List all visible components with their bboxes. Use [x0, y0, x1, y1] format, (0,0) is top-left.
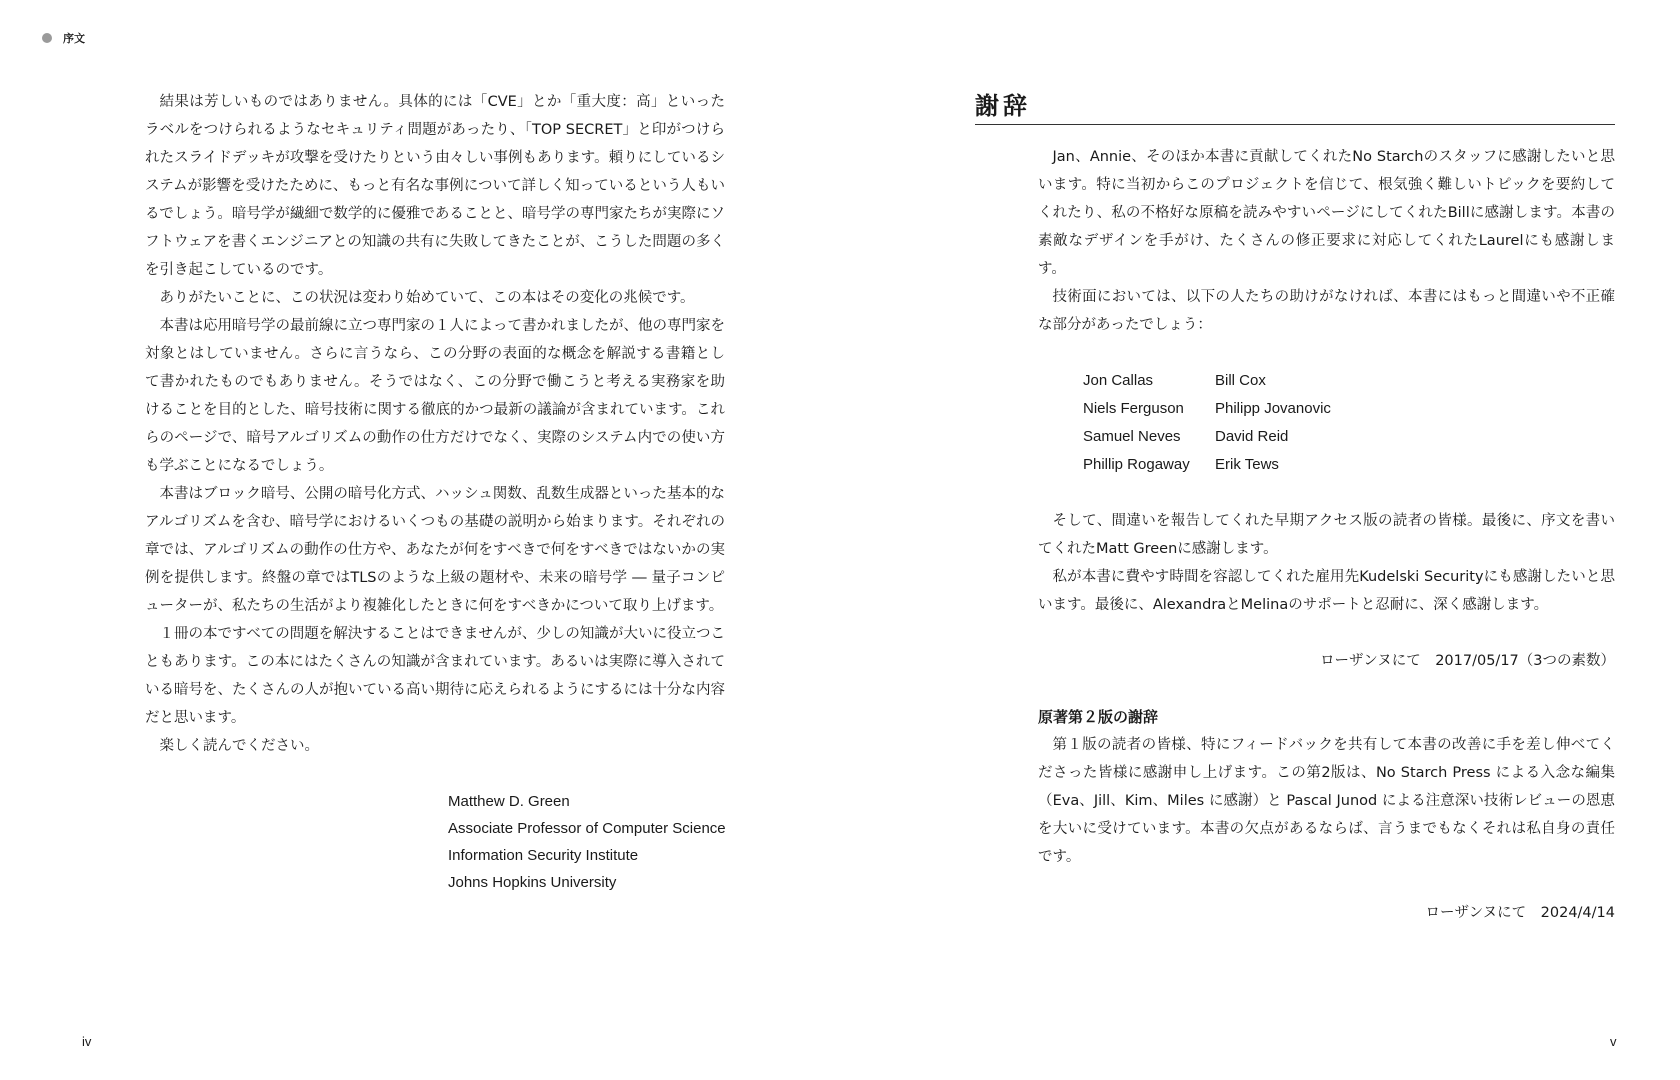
reviewer-name: David Reid: [1215, 428, 1289, 445]
foreword-paragraph-4: 本書はブロック暗号、公開の暗号化方式、ハッシュ関数、乱数生成器といった基本的なアルゴリズムを含む、暗号学におけるいくつもの基礎の説明から始まります。それぞれの章では、アルゴリズムの動作の仕方や、あなたが何をすべきで何をすべきではないかの実例を提供します。終盤の章ではTLSのような上級の題材や、未来の暗号学 ― 量子コンピューターが、私たちの生活がより複雑化したときに何をすべきかについて取り上げます。: [145, 486, 725, 614]
second-edition-subheading: 原著第２版の謝辞: [1038, 708, 1159, 726]
right-page: [1038, 143, 1615, 927]
reviewer-name: Samuel Neves: [1083, 428, 1181, 445]
reviewer-name: Jon Callas: [1083, 372, 1154, 389]
reviewer-name: Niels Ferguson: [1083, 400, 1184, 417]
reviewer-name: Bill Cox: [1215, 372, 1266, 389]
page-number-left: iv: [82, 1034, 92, 1049]
bullet-dot-icon: [42, 33, 52, 43]
foreword-paragraph-3: 本書は応用暗号学の最前線に立つ専門家の１人によって書かれましたが、他の専門家を対象とはしていません。さらに言うなら、この分野の表面的な概念を解説する書籍として書かれたものでもありません。そうではなく、この分野で働こうと考える実務家を助けることを目的とした、暗号技術に関する徹底的かつ最新の議論が含まれています。これらのページで、暗号アルゴリズムの動作の仕方だけでなく、実際のシステム内での使い方も学ぶことになるでしょう。: [145, 318, 725, 474]
ack-paragraph-4: 私が本書に費やす時間を容認してくれた雇用先Kudelski Securityにも感謝したいと思います。最後に、AlexandraとMelinaのサポートと忍耐に、深く感謝します。: [1038, 569, 1615, 613]
running-header: [42, 30, 85, 46]
foreword-paragraph-1: 結果は芳しいものではありません。具体的には「CVE」とか「重大度：高」といったラベルをつけられるようなセキュリティ問題があったり、「TOP SECRET」と印がつけられたスライドデッキが攻撃を受けたりという由々しい事例もあります。頼りにしているシステムが影響を受けたために、もっと有名な事例について詳しく知っているという人もいるでしょう。暗号学が繊細で数学的に優雅であることと、暗号学の専門家たちが実際にソフトウェアを書くエンジニアとの知識の共有に失敗してきたことが、こうした問題の多くを引き起こしているのです。: [145, 94, 725, 278]
reviewer-name: Philipp Jovanovic: [1215, 400, 1331, 417]
reviewer-list: [1083, 367, 1615, 479]
second-edition-paragraph: 第１版の読者の皆様、特にフィードバックを共有して本書の改善に手を差し伸べてくださった皆様に感謝申し上げます。この第2版は、No Starch Press による入念な編集（Eva、Jill、Kim、Miles に感謝）と Pascal Junod による注意深い技術レビューの恩恵を大いに受けています。本書の欠点があるならば、言うまでもなくそれは私自身の責任です。: [1038, 737, 1615, 865]
signature-title: Associate Professor of Computer Science: [448, 820, 726, 837]
acknowledgments-title: 謝辞: [975, 86, 1615, 125]
ack-paragraph-1: Jan、Annie、そのほか本書に貢献してくれたNo Starchのスタッフに感謝したいと思います。特に当初からこのプロジェクトを信じて、根気強く難しいトピックを要約してくれたり、私の不格好な原稿を読みやすいページにしてくれたBillに感謝します。本書の素敵なデザインを手がけ、たくさんの修正要求に対応してくれたLaurelにも感謝します。: [1038, 149, 1615, 277]
foreword-signature: [448, 788, 725, 896]
foreword-paragraph-6: 楽しく読んでください。: [159, 738, 319, 754]
foreword-paragraph-5: １冊の本ですべての問題を解決することはできませんが、少しの知識が大いに役立つこともあります。この本にはたくさんの知識が含まれています。あるいは実際に導入されている暗号を、たくさんの人が抱いている高い期待に応えられるようにするには十分な内容だと思います。: [145, 626, 725, 726]
page-number-right: v: [1610, 1034, 1617, 1049]
foreword-paragraph-2: ありがたいことに、この状況は変わり始めていて、この本はその変化の兆候です。: [159, 290, 695, 306]
section-title-header: 序文: [63, 32, 85, 45]
signoff-second-edition: ローザンヌにて 2024/4/14: [1425, 905, 1615, 921]
signature-institute: Information Security Institute: [448, 847, 639, 864]
ack-paragraph-3: そして、間違いを報告してくれた早期アクセス版の読者の皆様。最後に、序文を書いてくれたMatt Greenに感謝します。: [1038, 513, 1615, 557]
signoff-first-edition: ローザンヌにて 2017/05/17（3つの素数）: [1320, 653, 1615, 669]
signature-name: Matthew D. Green: [448, 793, 570, 810]
reviewer-name: Phillip Rogaway: [1083, 456, 1190, 473]
reviewer-name: Erik Tews: [1215, 456, 1279, 473]
signature-university: Johns Hopkins University: [448, 874, 617, 891]
left-page: [145, 88, 725, 896]
ack-paragraph-2: 技術面においては、以下の人たちの助けがなければ、本書にはもっと間違いや不正確な部分があったでしょう：: [1038, 289, 1615, 333]
